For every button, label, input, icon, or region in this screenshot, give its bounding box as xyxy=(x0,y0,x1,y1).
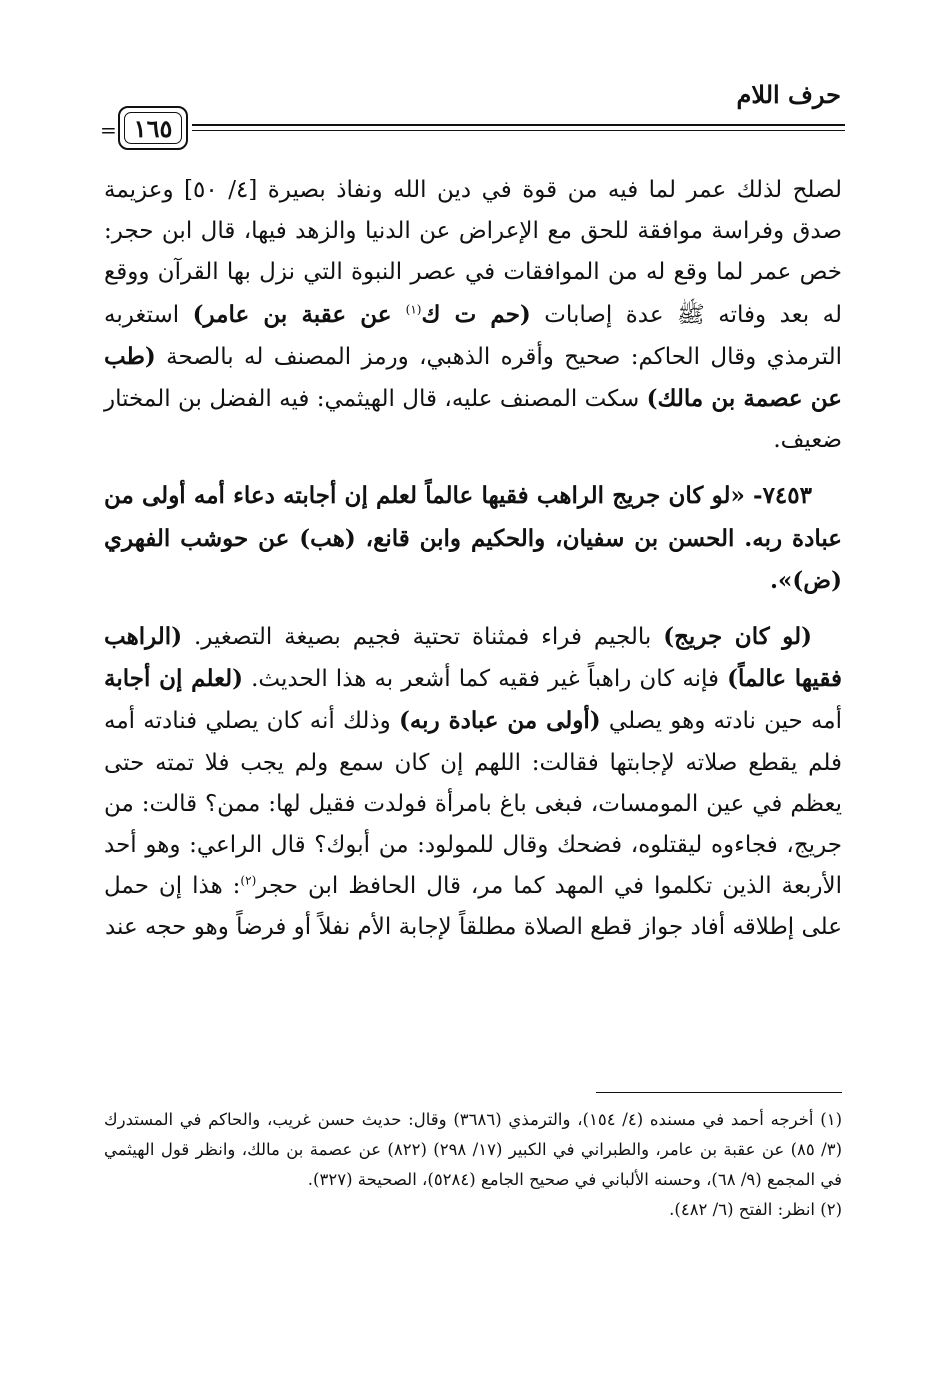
page-number-frame xyxy=(124,112,182,144)
footnote-ref-1[interactable]: (١) xyxy=(405,301,422,316)
paragraph-commentary-2: (لو كان جريج) بالجيم فراء فمثناة تحتية فجيم بصيغة التصغير. (الراهب فقيها عالماً) فإنه كان راهباً غير فقيه كما أشعر به هذا الحديث. (لعلم إن أجابة أمه حين نادته وهو يصلي (أولى من عبادة ربه) وذلك أنه كان يصلي فنادته أمه فلم يقطع صلاته لإجابتها فقالت: اللهم إن كان سمع ولم يجب فلا تمته حتى يعظم في عين المومسات، فبغى باغ بامرأة فولدت فقيل لها: ممن؟ قالت: من جريج، فجاءوه ليقتلوه، فضحك وقال للمولود: من أبوك؟ قال الراعي: وهو أحد الأربعة الذين تكلموا في المهد كما مر، قال الحافظ ابن حجر$^{(٢)}$: هذا إن حمل على إطلاقه أفاد جواز قطع الصلاة مطلقاً لإجابة الأم نفلاً أو فرضاً وهو حجه عند xyxy=(104,623,843,941)
main-text xyxy=(104,170,842,949)
chapter-title: حرف اللام xyxy=(736,80,841,109)
footnote-1: (١) أخرجه أحمد في مسنده (٤/ ١٥٤)، والترمذي (٣٦٨٦) وقال: حديث حسن غريب، والحاكم في المستدرك (٣/ ٨٥) عن عقبة بن عامر، والطبراني في الكبير (١٧/ ٢٩٨) (٨٢٢) عن عصمة بن مالك، وانظر قول الهيثمي في المجمع (٩/ ٦٨)، وحسنه الألباني في صحيح الجامع (٥٢٨٤)، الصحيحة (٣٢٧). xyxy=(104,1110,843,1189)
header-rule xyxy=(100,104,845,156)
hadith-7453: ٧٤٥٣- «لو كان جريج الراهب فقيها عالماً لعلم إن أجابته دعاء أمه أولى من عبادة ربه. الحسن بن سفيان، والحكيم وابن قانع، (هب) عن حوشب الفهري (ض)». xyxy=(104,482,842,594)
header-dash-mark: = xyxy=(100,118,117,142)
page-number-box xyxy=(118,106,188,150)
footnote-2: (٢) انظر: الفتح (٦/ ٤٨٢). xyxy=(669,1200,842,1219)
page-number: ١٦٥ xyxy=(133,113,173,143)
paragraph-commentary-1: لصلح لذلك عمر لما فيه من قوة في دين الله ونفاذ بصيرة [٤/ ٥٠] وعزيمة صدق وفراسة موافقة للحق مع الإعراض عن الدنيا والزهد فيها، قال ابن حجر: خص عمر لما وقع له من الموافقات في عصر النبوة التي نزل بها القرآن ووقع له بعد وفاته ﷺ عدة إصابات (حم ت ك$^{(١)}$ عن عقبة بن عامر) استغربه الترمذي وقال الحاكم: صحيح وأقره الذهبي، ورمز المصنف له بالصحة (طب عن عصمة بن مالك) سكت المصنف عليه، قال الهيثمي: فيه الفضل بن المختار ضعيف. xyxy=(104,177,842,454)
header-double-line xyxy=(192,124,845,134)
footnote-separator xyxy=(596,1092,842,1093)
footnotes xyxy=(104,1105,842,1225)
footnote-ref-2[interactable]: (٢) xyxy=(240,873,257,888)
